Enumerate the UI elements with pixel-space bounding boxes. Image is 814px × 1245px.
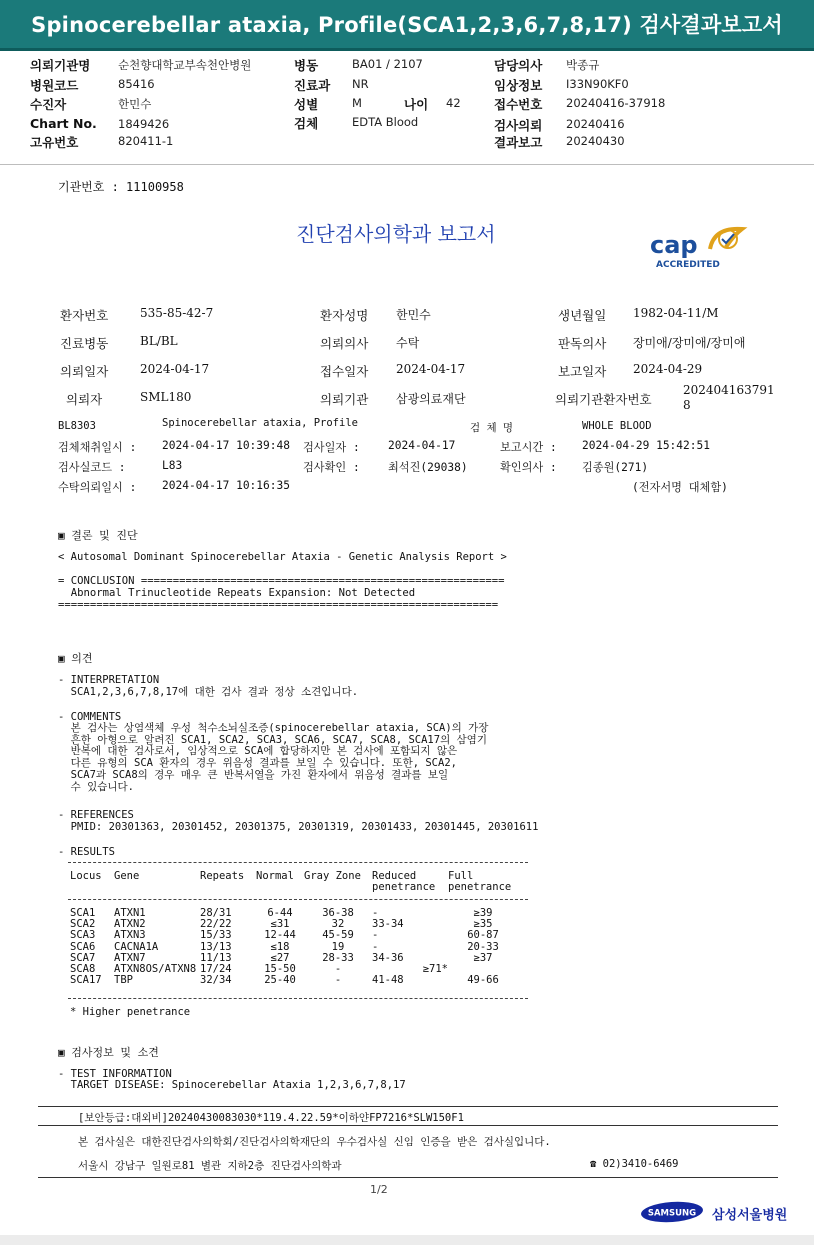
specimen-label: 검 체 명: [470, 422, 514, 434]
hdr-value: M: [352, 96, 362, 110]
col-header: Full: [448, 870, 474, 882]
patient-label: 환자성명: [320, 308, 369, 323]
hdr-value: NR: [352, 77, 369, 91]
comments-line: 흔한 아형으로 알려진 SCA1, SCA2, SCA3, SCA6, SCA7, SCA8, SCA17의 삼염기: [58, 734, 487, 746]
cell: ≤31: [270, 918, 290, 931]
cell: -: [334, 963, 342, 976]
cell: 45-59: [322, 929, 354, 942]
hdr-label: 성별: [294, 97, 319, 112]
hdr-label: 의뢰기관명: [30, 58, 91, 73]
hospital-name: 삼성서울병원: [712, 1208, 788, 1223]
cell: SCA8: [70, 963, 96, 976]
patient-label: 의뢰기관: [320, 392, 369, 407]
hdr-label: Chart No.: [30, 116, 97, 131]
samsung-oval-icon: [640, 1201, 704, 1223]
hdr-label: 고유번호: [30, 135, 79, 150]
interpretation-text: SCA1,2,3,6,7,8,17에 대한 검사 결과 정상 소견입니다.: [58, 686, 359, 698]
cell: SCA6: [70, 940, 96, 953]
room-code-label: 검사실코드 :: [58, 461, 126, 474]
cell: 20-33: [467, 940, 499, 953]
lab-phone: ☎ 02)3410-6469: [590, 1158, 679, 1170]
col-header: [114, 882, 200, 893]
cell: SCA1: [70, 907, 96, 919]
cell: 22/22: [200, 918, 232, 931]
patient-value: SML180: [140, 390, 192, 404]
patient-label: 의뢰일자: [60, 364, 109, 379]
hdr-value: I33N90KF0: [566, 77, 629, 91]
results-head: - RESULTS: [58, 846, 115, 858]
interpretation-head: - INTERPRETATION: [58, 674, 160, 686]
cell: 33-34: [372, 918, 404, 931]
hdr-value: 20240430: [566, 134, 625, 148]
patient-value: 수탁: [396, 336, 420, 350]
cell: SCA7: [70, 951, 96, 964]
hdr-label: 담당의사: [494, 58, 543, 73]
cell: 15-50: [264, 963, 296, 976]
hdr-value: 박종규: [566, 58, 600, 72]
col-header: Reduced: [372, 870, 417, 882]
patient-value: 2024-04-17: [396, 362, 466, 376]
hdr-value: 1849426: [118, 117, 170, 131]
conclusion-text: Abnormal Trinucleotide Repeats Expansion: Not Detected: [58, 587, 416, 599]
col-header: Normal: [256, 870, 294, 882]
cell: 12-44: [264, 929, 296, 942]
lab-address: 서울시 강남구 일원로81 별관 지하2층 진단검사의학과: [78, 1160, 342, 1172]
results-rule-mid: [68, 899, 528, 900]
hdr-label: 수진자: [30, 97, 67, 112]
hdr-label: 병동: [294, 58, 319, 73]
report-time-value: 2024-04-29 15:42:51: [582, 439, 710, 452]
security-line: [보안등급:대외비]20240430083030*119.4.22.59*이하얀FP7216*SLW150F1: [78, 1112, 464, 1124]
cell: 32: [331, 918, 345, 931]
col-header: penetrance: [372, 881, 436, 894]
cell: ≤18: [270, 940, 290, 953]
header-divider: [0, 164, 814, 165]
cell: ≥37: [473, 951, 493, 964]
cell: SCA17: [70, 974, 102, 987]
hdr-label: 검사의뢰: [494, 118, 543, 133]
comments-line: 다른 유형의 SCA 환자의 경우 위음성 결과를 보일 수 있습니다. 또한, SCA2,: [58, 757, 457, 769]
patient-value: BL/BL: [140, 334, 178, 348]
hdr-label: 결과보고: [494, 135, 543, 150]
cell: ≥39: [473, 907, 493, 919]
cell: ATXN3: [114, 929, 146, 942]
cell: 6-44: [267, 907, 293, 919]
results-table-body: [70, 908, 518, 986]
patient-value: 1982-04-11/M: [633, 306, 719, 320]
hdr-label: 검체: [294, 116, 319, 131]
patient-label: 환자번호: [60, 308, 109, 323]
col-header: [304, 882, 372, 893]
report-heading: 진단검사의학과 보고서: [296, 222, 496, 246]
footer-divider-3: [38, 1177, 778, 1178]
cell: ≤27: [270, 951, 290, 964]
collect-value: 2024-04-17 10:39:48: [162, 439, 290, 452]
cell: -: [372, 940, 379, 953]
comments-line: SCA7과 SCA8의 경우 매우 큰 반복서열을 가진 환자에서 위음성 결과를 보일: [58, 769, 449, 781]
patient-value: 202404163791: [683, 383, 775, 397]
cell: 36-38: [322, 907, 354, 919]
footer-divider: [38, 1106, 778, 1107]
table-row: [70, 975, 518, 986]
cell: 34-36: [372, 951, 404, 964]
col-header: Gray Zone: [304, 870, 361, 882]
col-header: penetrance: [448, 881, 512, 894]
cell: 25-40: [264, 974, 296, 987]
patient-value-wrap: 8: [683, 398, 691, 412]
hdr-label: 임상정보: [494, 78, 543, 93]
title-bar: [0, 0, 814, 51]
test-date-label: 검사일자 :: [303, 441, 360, 454]
confirm-label: 검사확인 :: [303, 461, 360, 474]
esign-note: (전자서명 대체함): [632, 481, 728, 494]
section-opinion-title: ▣ 의견: [58, 652, 93, 665]
comments-line: 반복에 대한 검사로서, 임상적으로 SCA에 합당하지만 본 검사에 포함되지 않은: [58, 745, 458, 757]
cell: 11/13: [200, 951, 232, 964]
test-code: BL8303: [58, 420, 96, 432]
cell: ≥35: [473, 918, 493, 931]
cell: ATXN1: [114, 907, 146, 919]
cell: 41-48: [372, 974, 404, 987]
cell: 60-87: [467, 929, 499, 942]
footer-divider-2: [38, 1125, 778, 1126]
page-number: 1/2: [370, 1183, 388, 1196]
cap-text: cap: [650, 231, 698, 259]
results-rule-top: [68, 862, 528, 863]
confirm-doctor-label: 확인의사 :: [500, 461, 557, 474]
hdr-value: 순천향대학교부속천안병원: [118, 58, 252, 72]
conclusion-footer: =====================================================================: [58, 599, 499, 611]
cell: ≥71*: [422, 963, 448, 976]
results-table: [70, 871, 518, 893]
collect-label: 검체채취일시 :: [58, 441, 137, 454]
hdr-value: 20240416-37918: [566, 96, 666, 110]
comments-line: 본 검사는 상염색체 우성 척수소뇌실조증(spinocerebellar ataxia, SCA)의 가장: [58, 722, 489, 734]
specimen-value: WHOLE BLOOD: [582, 420, 652, 432]
request-value: 2024-04-17 10:16:35: [162, 479, 290, 492]
cell: 17/24: [200, 963, 232, 976]
test-info-head: - TEST INFORMATION: [58, 1068, 172, 1080]
cell: 28/31: [200, 907, 232, 919]
results-rule-bottom: [68, 998, 528, 999]
hdr-value: 20240416: [566, 117, 625, 131]
room-code-value: L83: [162, 459, 183, 472]
cell: SCA2: [70, 918, 96, 931]
request-label: 수탁의뢰일시 :: [58, 481, 137, 494]
cell: -: [334, 974, 342, 987]
cell: ATXN7: [114, 951, 146, 964]
patient-label: 생년월일: [558, 308, 607, 323]
cell: 49-66: [467, 974, 499, 987]
patient-label: 의뢰기관환자번호: [555, 392, 652, 407]
hdr-value: EDTA Blood: [352, 115, 419, 129]
section-test-info-title: ▣ 검사정보 및 소견: [58, 1046, 159, 1059]
hdr-label: 진료과: [294, 78, 331, 93]
report-name: < Autosomal Dominant Spinocerebellar Ataxia - Genetic Analysis Report >: [58, 551, 507, 563]
cell: ATXN8OS/ATXN8: [114, 963, 197, 976]
results-note: * Higher penetrance: [70, 1006, 191, 1018]
hdr-label: 나이: [404, 97, 429, 112]
patient-label: 의뢰의사: [320, 336, 369, 351]
cell: 19: [331, 940, 345, 953]
col-header: Repeats: [200, 870, 245, 882]
hdr-value: BA01 / 2107: [352, 57, 423, 71]
patient-label: 진료병동: [60, 336, 109, 351]
report-title: Spinocerebellar ataxia, Profile(SCA1,2,3,6,7,8,17) 검사결과보고서: [31, 13, 783, 37]
patient-value: 장미애/장미애/장미애: [633, 336, 746, 350]
hdr-value: 85416: [118, 77, 155, 91]
institution-number: 기관번호 : 11100958: [58, 180, 184, 194]
col-header: [70, 882, 114, 893]
col-header: [256, 882, 304, 893]
patient-label: 의뢰자: [66, 392, 103, 407]
col-header: Locus: [70, 870, 102, 882]
test-name: Spinocerebellar ataxia, Profile: [162, 417, 358, 429]
page-bottom-margin: [0, 1235, 814, 1245]
patient-value: 2024-04-17: [140, 362, 210, 376]
cap-accredited-logo: [648, 225, 748, 271]
hdr-value: 42: [446, 96, 461, 110]
patient-label: 보고일자: [558, 364, 607, 379]
references-head: - REFERENCES: [58, 809, 134, 821]
patient-value: 535-85-42-7: [140, 306, 214, 320]
conclusion-header: = CONCLUSION =========================================================: [58, 575, 505, 587]
col-header: Gene: [114, 870, 140, 882]
hdr-value: 820411-1: [118, 134, 174, 148]
references-text: PMID: 20301363, 20301452, 20301375, 20301319, 20301433, 20301445, 20301611: [58, 821, 539, 833]
cell: TBP: [114, 974, 133, 987]
patient-value: 한민수: [396, 308, 431, 322]
confirm-doctor-value: 김종원(271): [582, 461, 649, 474]
cell: 32/34: [200, 974, 232, 987]
patient-label: 판독의사: [558, 336, 607, 351]
comments-head: - COMMENTS: [58, 711, 122, 723]
test-info-text: TARGET DISEASE: Spinocerebellar Ataxia 1,2,3,6,7,8,17: [58, 1079, 406, 1091]
samsung-text: SAMSUNG: [647, 1208, 697, 1219]
cell: CACNA1A: [114, 940, 159, 953]
table-row: [70, 930, 518, 941]
patient-label: 접수일자: [320, 364, 369, 379]
test-date-value: 2024-04-17: [388, 439, 456, 452]
hdr-label: 접수번호: [494, 97, 543, 112]
confirm-value: 최석진(29038): [388, 461, 468, 474]
section-conclusion-title: ▣ 결론 및 진단: [58, 529, 138, 542]
hdr-label: 병원코드: [30, 78, 79, 93]
cell: SCA3: [70, 929, 96, 942]
results-header-row: [70, 882, 518, 893]
cell: 28-33: [322, 951, 354, 964]
patient-value: 2024-04-29: [633, 362, 703, 376]
report-time-label: 보고시간 :: [500, 441, 557, 454]
col-header: [200, 882, 256, 893]
patient-value: 삼광의료재단: [396, 392, 466, 406]
cell: ATXN2: [114, 918, 146, 931]
cert-statement: 본 검사실은 대한진단검사의학회/진단검사의학재단의 우수검사실 신임 인증을 받은 검사실입니다.: [78, 1136, 551, 1148]
cell: -: [372, 929, 379, 942]
cell: -: [372, 907, 379, 919]
cell: 13/13: [200, 940, 232, 953]
cap-sub-text: ACCREDITED: [656, 260, 720, 270]
comments-line: 수 있습니다.: [58, 781, 135, 793]
cap-logo-icon: [648, 225, 748, 271]
cell: 15/33: [200, 929, 232, 942]
hdr-value: 한민수: [118, 97, 152, 111]
